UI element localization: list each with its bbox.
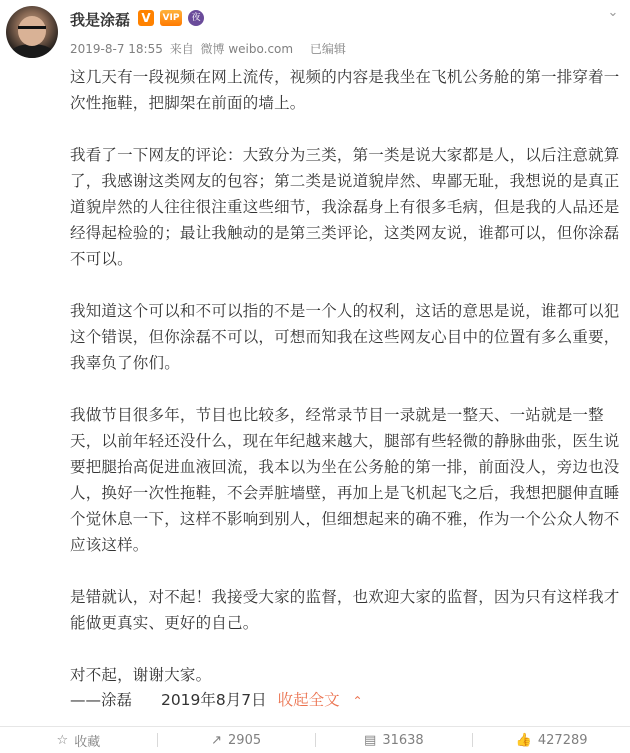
paragraph-2: 我看了一下网友的评论：大致分为三类，第一类是说大家都是人，以后注意就算了，我感谢这类网友的包容；第二类是说道貌岸然、卑鄙无耻，我想说的是真正道貌岸然的人往往很注重这些细节，我涂磊身上有很多毛病，但是我的人品还是经得起检验的；最让我触动的是第三类评论，这类网友说，谁都可以，但你涂磊不可以。: [70, 146, 620, 268]
post-source[interactable]: 微博 weibo.com: [200, 42, 294, 56]
edited-label[interactable]: 已编辑: [309, 42, 346, 56]
like-button[interactable]: [473, 727, 630, 753]
favorite-button[interactable]: [0, 727, 157, 753]
avatar[interactable]: [6, 6, 58, 58]
thumbs-up-icon: 👍: [515, 732, 532, 748]
post-meta: [70, 40, 349, 57]
post-header: [0, 0, 630, 62]
paragraph-1: 这几天有一段视频在网上流传，视频的内容是我坐在飞机公务舱的第一排穿着一次性拖鞋，把脚架在前面的墙上。: [70, 68, 620, 112]
signature: ——涂磊: [70, 691, 133, 709]
paragraph-4: 我做节目很多年，节目也比较多，经常录节目一录就是一整天、一站就是一整天，以前年轻还没什么，现在年纪越来越大，腿部有些轻微的静脉曲张，医生说要把腿抬高促进血液回流，我本以为坐在公务舱的第一排，前面没人，旁边也没人，换好一次性拖鞋，不会弄脏墙壁，再加上是飞机起飞之后，我想把腿伸直睡个觉休息一下，这样不影响到别人，但细想起来的确不雅，作为一个公众人物不应该这样。: [70, 406, 620, 554]
comment-count: 31638: [382, 732, 424, 748]
repost-button[interactable]: [158, 727, 315, 753]
post-date[interactable]: 2019-8-7 18:55: [70, 42, 163, 56]
author-name[interactable]: 我是涂磊: [70, 11, 131, 29]
chevron-down-icon[interactable]: ⌄: [607, 5, 619, 20]
repost-count: 2905: [228, 732, 262, 748]
vip-badge-icon[interactable]: VIP: [160, 10, 182, 26]
action-toolbar: [0, 726, 630, 753]
source-prefix: 来自: [169, 42, 194, 56]
repost-icon: ↗: [211, 732, 223, 748]
like-count: 427289: [537, 732, 588, 748]
paragraph-6: 对不起，谢谢大家。: [70, 666, 212, 684]
badges: [138, 10, 204, 26]
comment-button[interactable]: [316, 727, 473, 753]
paragraph-3: 我知道这个可以和不可以指的不是一个人的权利，这话的意思是说，谁都可以犯这个错误，但你涂磊不可以，可想而知我在这些网友心目中的位置有多么重要，我辜负了你们。: [70, 302, 620, 372]
collapse-button[interactable]: 收起全文: [277, 691, 340, 709]
favorite-label: 收藏: [74, 734, 101, 750]
night-badge-icon[interactable]: 夜: [188, 10, 204, 26]
paragraph-5: 是错就认，对不起！我接受大家的监督，也欢迎大家的监督，因为只有这样我才能做更真实、更好的自己。: [70, 588, 620, 632]
sign-date: 2019年8月7日: [160, 691, 267, 709]
avatar-glasses: [18, 26, 46, 35]
verified-badge-icon[interactable]: V: [138, 10, 154, 26]
post-content: [70, 64, 620, 688]
signature-line: [70, 688, 363, 710]
star-icon: ☆: [56, 732, 69, 748]
comment-icon: ▤: [364, 732, 377, 748]
chevron-up-icon[interactable]: ⌃: [352, 694, 363, 708]
avatar-body: [10, 44, 54, 58]
